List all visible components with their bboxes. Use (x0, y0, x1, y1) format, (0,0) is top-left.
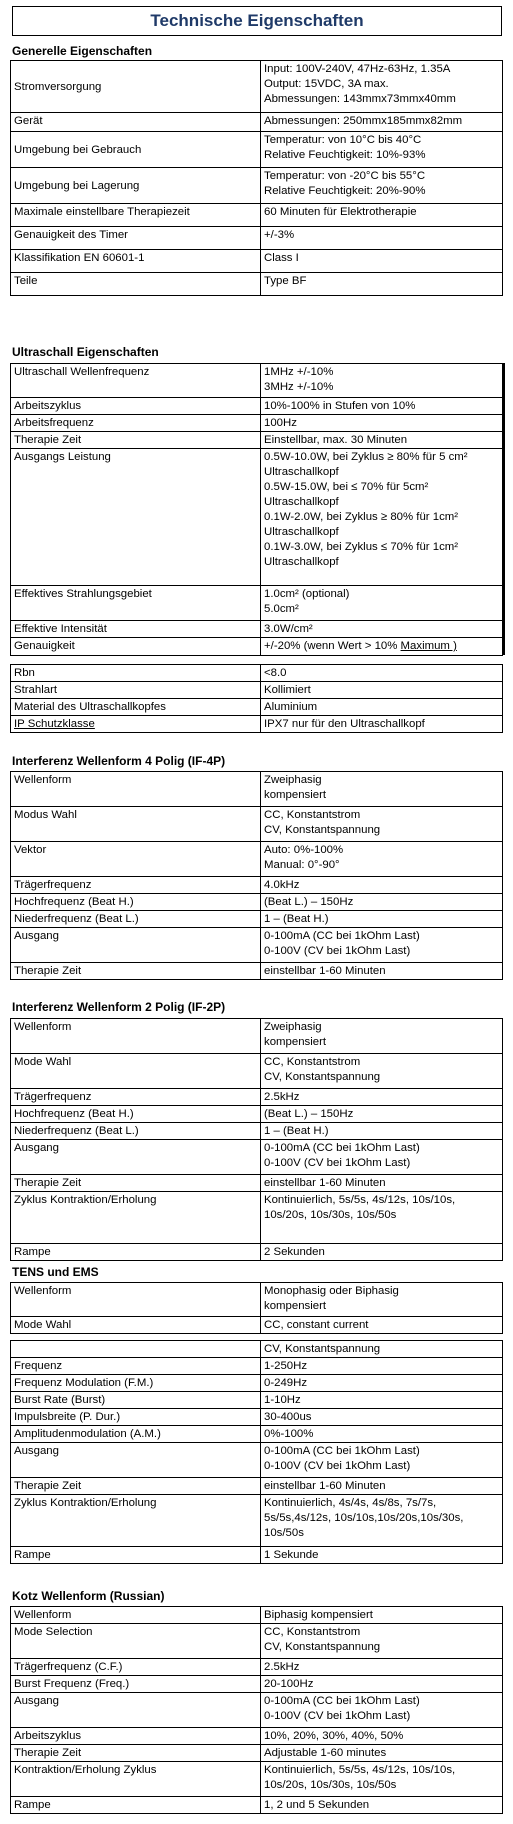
row-label: Hochfrequenz (Beat H.) (11, 1106, 261, 1123)
row-value: Biphasig kompensiert (261, 1607, 503, 1624)
row-value: CC, constant current (261, 1317, 503, 1334)
row-value: einstellbar 1-60 Minuten (261, 963, 503, 980)
row-label: Effektive Intensität (11, 621, 261, 638)
row-value: IPX7 nur für den Ultraschallkopf (261, 716, 503, 733)
row-value: Aluminium (261, 699, 503, 716)
table-if4p (10, 771, 503, 980)
row-value: 20-100Hz (261, 1676, 503, 1693)
row-value: Kontinuierlich, 4s/4s, 4s/8s, 7s/7s, 5s/5s,4s/12s, 10s/10s,10s/20s,10s/30s, 10s/50s (261, 1495, 503, 1547)
row-label: Rbn (11, 665, 261, 682)
row-label: Wellenform (11, 1607, 261, 1624)
table-row (11, 1495, 503, 1547)
row-label: Klassifikation EN 60601-1 (11, 250, 261, 273)
table-row (11, 877, 503, 894)
accuracy-value: +/-20% (wenn Wert > 10% (264, 640, 401, 652)
row-label: Burst Frequenz (Freq.) (11, 1676, 261, 1693)
row-label: Teile (11, 273, 261, 296)
row-value: 10%-100% in Stufen von 10% (261, 398, 503, 415)
row-label: Trägerfrequenz (11, 1089, 261, 1106)
row-value: 3.0W/cm² (261, 621, 503, 638)
row-label: Frequenz Modulation (F.M.) (11, 1375, 261, 1392)
table-row (11, 1283, 503, 1317)
row-label: Mode Wahl (11, 1317, 261, 1334)
table-row (11, 638, 503, 656)
row-label: Amplitudenmodulation (A.M.) (11, 1426, 261, 1443)
row-value: CC, Konstantstrom CV, Konstantspannung (261, 807, 503, 842)
table-row (11, 1745, 503, 1762)
table-row (11, 1547, 503, 1564)
row-value: 1 – (Beat H.) (261, 911, 503, 928)
row-label: Ausgang (11, 928, 261, 963)
row-label: Genauigkeit (11, 638, 261, 656)
row-value: einstellbar 1-60 Minuten (261, 1478, 503, 1495)
row-value: Zweiphasig kompensiert (261, 772, 503, 807)
table-row (11, 911, 503, 928)
row-value: 10%, 20%, 30%, 40%, 50% (261, 1728, 503, 1745)
page-title: Technische Eigenschaften (12, 6, 502, 36)
table-row (11, 1797, 503, 1814)
row-value: 0-100mA (CC bei 1kOhm Last) 0-100V (CV bei 1kOhm Last) (261, 1693, 503, 1728)
table-row (11, 665, 503, 682)
section-heading-russian: Kotz Wellenform (Russian) (12, 1589, 165, 1603)
row-value: 0-249Hz (261, 1375, 503, 1392)
table-ultrasound (10, 363, 503, 656)
table-row (11, 1693, 503, 1728)
table-row (11, 1659, 503, 1676)
row-value: 4.0kHz (261, 877, 503, 894)
row-label: Therapie Zeit (11, 1175, 261, 1192)
row-label: Niederfrequenz (Beat L.) (11, 911, 261, 928)
table-row (11, 1409, 503, 1426)
table-row (11, 1762, 503, 1797)
table-row (11, 586, 503, 621)
table-row (11, 227, 503, 250)
row-label: Stromversorgung (11, 61, 261, 113)
table-row (11, 1192, 503, 1244)
table-row (11, 894, 503, 911)
row-label: Genauigkeit des Timer (11, 227, 261, 250)
row-value: 2.5kHz (261, 1659, 503, 1676)
table-row (11, 273, 503, 296)
table-row (11, 928, 503, 963)
table-row (11, 772, 503, 807)
row-label: Modus Wahl (11, 807, 261, 842)
table-tens-continued (10, 1340, 503, 1564)
table-row (11, 1624, 503, 1659)
row-value: 2 Sekunden (261, 1244, 503, 1261)
table-row (11, 1140, 503, 1175)
row-value: 1.0cm² (optional) 5.0cm² (261, 586, 503, 621)
table-row (11, 364, 503, 398)
row-label: Trägerfrequenz (C.F.) (11, 1659, 261, 1676)
row-label: Wellenform (11, 772, 261, 807)
row-label: Ausgang (11, 1140, 261, 1175)
row-value: <8.0 (261, 665, 503, 682)
table-row (11, 432, 503, 449)
row-value: 0-100mA (CC bei 1kOhm Last) 0-100V (CV bei 1kOhm Last) (261, 1443, 503, 1478)
table-row (11, 449, 503, 586)
section-heading-if2p: Interferenz Wellenform 2 Polig (IF-2P) (12, 1000, 226, 1014)
row-value: Temperatur: von 10°C bis 40°C Relative Feuchtigkeit: 10%-93% (261, 132, 503, 168)
row-value: (Beat L.) – 150Hz (261, 894, 503, 911)
row-value: 1, 2 und 5 Sekunden (261, 1797, 503, 1814)
row-label: Effektives Strahlungsgebiet (11, 586, 261, 621)
table-general (10, 60, 503, 296)
table-row (11, 204, 503, 227)
section-heading-tens: TENS und EMS (12, 1265, 99, 1279)
section-heading-if4p: Interferenz Wellenform 4 Polig (IF-4P) (12, 754, 226, 768)
row-value: 100Hz (261, 415, 503, 432)
table-row (11, 807, 503, 842)
row-value: Zweiphasig kompensiert (261, 1019, 503, 1054)
row-label: Mode Selection (11, 1624, 261, 1659)
row-label: Umgebung bei Lagerung (11, 168, 261, 204)
row-label: Ausgang (11, 1693, 261, 1728)
row-label: Zyklus Kontraktion/Erholung (11, 1495, 261, 1547)
table-row (11, 1054, 503, 1089)
row-label: Kontraktion/Erholung Zyklus (11, 1762, 261, 1797)
table-row (11, 1728, 503, 1745)
row-label: Zyklus Kontraktion/Erholung (11, 1192, 261, 1244)
row-label: Vektor (11, 842, 261, 877)
table-row (11, 1676, 503, 1693)
row-value: Input: 100V-240V, 47Hz-63Hz, 1.35A Output: 15VDC, 3A max. Abmessungen: 143mmx73mmx40mm (261, 61, 503, 113)
row-value: Kontinuierlich, 5s/5s, 4s/12s, 10s/10s, 10s/20s, 10s/30s, 10s/50s (261, 1192, 503, 1244)
table-row (11, 61, 503, 113)
row-label: Material des Ultraschallkopfes (11, 699, 261, 716)
row-value: Einstellbar, max. 30 Minuten (261, 432, 503, 449)
table-row (11, 621, 503, 638)
row-label: Therapie Zeit (11, 432, 261, 449)
row-value: 1 Sekunde (261, 1547, 503, 1564)
table-row (11, 1175, 503, 1192)
table-row (11, 168, 503, 204)
row-value: Temperatur: von -20°C bis 55°C Relative Feuchtigkeit: 20%-90% (261, 168, 503, 204)
accuracy-value-underlined: Maximum ) (400, 640, 457, 652)
table-row (11, 113, 503, 132)
right-border-mark (503, 363, 505, 655)
row-label: Ausgangs Leistung (11, 449, 261, 586)
table-row (11, 1607, 503, 1624)
row-label: Rampe (11, 1244, 261, 1261)
row-value: 0-100mA (CC bei 1kOhm Last) 0-100V (CV bei 1kOhm Last) (261, 1140, 503, 1175)
table-row (11, 250, 503, 273)
row-label (11, 1341, 261, 1358)
table-row (11, 1019, 503, 1054)
table-row (11, 842, 503, 877)
row-label: Therapie Zeit (11, 1478, 261, 1495)
row-value: Type BF (261, 273, 503, 296)
table-row (11, 1317, 503, 1334)
table-row (11, 682, 503, 699)
row-label: Arbeitsfrequenz (11, 415, 261, 432)
row-label: Wellenform (11, 1283, 261, 1317)
row-label: Rampe (11, 1797, 261, 1814)
table-russian (10, 1606, 503, 1814)
row-value: 0%-100% (261, 1426, 503, 1443)
row-value: 0.5W-10.0W, bei Zyklus ≥ 80% für 5 cm² Ultraschallkopf 0.5W-15.0W, bei ≤ 70% für 5cm² Ultraschallkopf 0.1W-2.0W, bei Zyklus ≥ 80% für 1cm² Ultraschallkopf 0.1W-3.0W, bei Zyklus ≤ 70% für 1cm² Ultraschallkopf (261, 449, 503, 586)
row-label: Maximale einstellbare Therapiezeit (11, 204, 261, 227)
table-ultrasound-extra (10, 664, 503, 733)
row-value (261, 638, 503, 656)
table-if2p (10, 1018, 503, 1261)
row-value: +/-3% (261, 227, 503, 250)
table-row (11, 1106, 503, 1123)
table-row (11, 699, 503, 716)
row-label: Rampe (11, 1547, 261, 1564)
row-label: Arbeitszyklus (11, 1728, 261, 1745)
table-row (11, 398, 503, 415)
row-value: einstellbar 1-60 Minuten (261, 1175, 503, 1192)
table-row (11, 1426, 503, 1443)
row-label: Therapie Zeit (11, 1745, 261, 1762)
row-value: 0-100mA (CC bei 1kOhm Last) 0-100V (CV bei 1kOhm Last) (261, 928, 503, 963)
table-row (11, 1123, 503, 1140)
table-row (11, 1089, 503, 1106)
row-value: CV, Konstantspannung (261, 1341, 503, 1358)
row-label: Arbeitszyklus (11, 398, 261, 415)
row-value: 1-250Hz (261, 1358, 503, 1375)
row-label: Wellenform (11, 1019, 261, 1054)
row-label: Ausgang (11, 1443, 261, 1478)
row-label: Burst Rate (Burst) (11, 1392, 261, 1409)
section-heading-ultrasound: Ultraschall Eigenschaften (12, 345, 159, 359)
row-label: Impulsbreite (P. Dur.) (11, 1409, 261, 1426)
row-label: Niederfrequenz (Beat L.) (11, 1123, 261, 1140)
row-value: Adjustable 1-60 minutes (261, 1745, 503, 1762)
row-value: Monophasig oder Biphasig kompensiert (261, 1283, 503, 1317)
row-value: 30-400us (261, 1409, 503, 1426)
table-row (11, 1443, 503, 1478)
row-label: Hochfrequenz (Beat H.) (11, 894, 261, 911)
table-row (11, 716, 503, 733)
row-value: Abmessungen: 250mmx185mmx82mm (261, 113, 503, 132)
row-label: Gerät (11, 113, 261, 132)
table-row (11, 1392, 503, 1409)
row-value: 1 – (Beat H.) (261, 1123, 503, 1140)
table-row (11, 1341, 503, 1358)
row-label: Ultraschall Wellenfrequenz (11, 364, 261, 398)
table-row (11, 415, 503, 432)
table-row (11, 132, 503, 168)
table-tens (10, 1282, 503, 1334)
table-row (11, 1358, 503, 1375)
row-value: (Beat L.) – 150Hz (261, 1106, 503, 1123)
row-label: Umgebung bei Gebrauch (11, 132, 261, 168)
row-value: CC, Konstantstrom CV, Konstantspannung (261, 1624, 503, 1659)
row-value: 2.5kHz (261, 1089, 503, 1106)
row-value: Class I (261, 250, 503, 273)
table-row (11, 1375, 503, 1392)
row-value: Kontinuierlich, 5s/5s, 4s/12s, 10s/10s, 10s/20s, 10s/30s, 10s/50s (261, 1762, 503, 1797)
row-value: CC, Konstantstrom CV, Konstantspannung (261, 1054, 503, 1089)
row-label: Trägerfrequenz (11, 877, 261, 894)
row-label: Strahlart (11, 682, 261, 699)
row-value: 1MHz +/-10% 3MHz +/-10% (261, 364, 503, 398)
row-value: 1-10Hz (261, 1392, 503, 1409)
row-label: Therapie Zeit (11, 963, 261, 980)
row-label: Frequenz (11, 1358, 261, 1375)
row-label: IP Schutzklasse (11, 716, 261, 733)
row-value: Auto: 0%-100% Manual: 0°-90° (261, 842, 503, 877)
table-row (11, 1244, 503, 1261)
table-row (11, 1478, 503, 1495)
row-label: Mode Wahl (11, 1054, 261, 1089)
row-value: Kollimiert (261, 682, 503, 699)
row-value: 60 Minuten für Elektrotherapie (261, 204, 503, 227)
table-row (11, 963, 503, 980)
section-heading-general: Generelle Eigenschaften (12, 44, 153, 58)
